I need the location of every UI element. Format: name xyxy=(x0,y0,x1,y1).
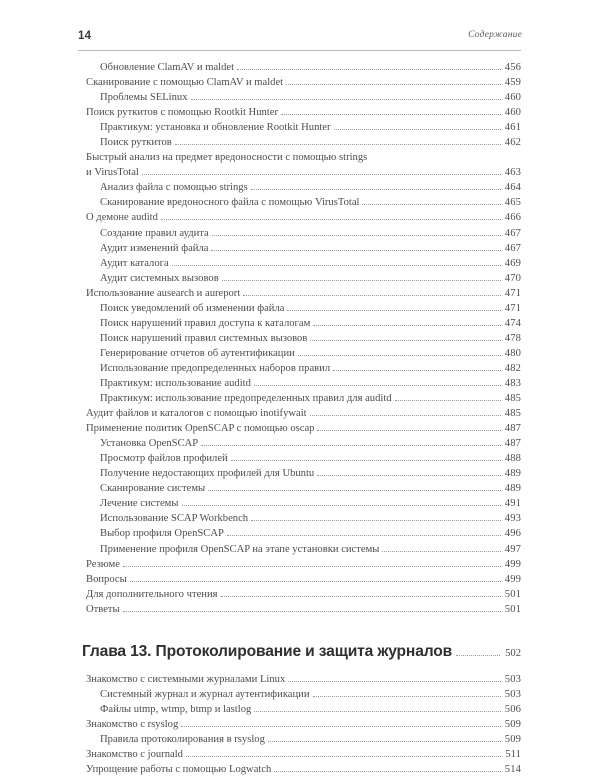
toc-entry-page-number: 460 xyxy=(504,92,521,104)
toc-entry[interactable] xyxy=(78,226,521,241)
toc-entry[interactable] xyxy=(78,557,521,572)
toc-entry-label: Знакомство с journald xyxy=(86,748,183,760)
toc-entry[interactable] xyxy=(78,466,521,481)
toc-entry-label: Сканирование вредоносного файла с помощью VirusTotal xyxy=(100,197,360,209)
toc-entry-label: Резюме xyxy=(86,558,120,570)
toc-section-chapter-12 xyxy=(78,60,521,617)
toc-entry-label: Практикум: использование auditd xyxy=(100,377,251,389)
dot-leader xyxy=(310,339,501,341)
dot-leader xyxy=(313,695,501,697)
toc-entry-label: Быстрый анализ на предмет вредоносности с помощью strings xyxy=(86,152,368,164)
toc-entry[interactable] xyxy=(78,762,521,777)
dot-leader xyxy=(243,294,501,296)
dot-leader xyxy=(317,474,501,476)
toc-entry[interactable] xyxy=(78,572,521,587)
toc-entry[interactable] xyxy=(78,602,521,617)
dot-leader xyxy=(254,710,501,712)
dot-leader xyxy=(456,654,500,656)
toc-entry[interactable] xyxy=(78,256,521,271)
chapter-title: Глава 13. Протоколирование и защита журналов xyxy=(82,642,453,660)
toc-entry[interactable] xyxy=(78,526,521,541)
dot-leader xyxy=(123,610,501,612)
toc-entry-page-number: 488 xyxy=(504,453,521,465)
dot-leader xyxy=(231,459,501,461)
toc-entry-label: Поиск руткитов xyxy=(100,137,172,149)
toc-entry[interactable] xyxy=(78,180,521,195)
toc-entry[interactable] xyxy=(78,587,521,602)
dot-leader xyxy=(221,595,502,597)
dot-leader xyxy=(212,234,501,236)
toc-entry[interactable] xyxy=(78,702,521,717)
toc-entry-label: Обновление ClamAV и maldet xyxy=(100,62,235,73)
dot-leader xyxy=(182,504,502,506)
toc-entry-page-number: 509 xyxy=(504,718,521,730)
toc-entry-page-number: 497 xyxy=(504,543,521,555)
dot-leader xyxy=(362,203,501,205)
toc-entry-page-number: 503 xyxy=(504,688,521,700)
toc-entry-page-number: 485 xyxy=(504,408,521,420)
dot-leader xyxy=(317,429,501,431)
toc-entry-page-number: 471 xyxy=(504,302,521,314)
toc-entry[interactable] xyxy=(78,331,521,346)
dot-leader xyxy=(186,755,501,757)
toc-entry-label: Использование ausearch и aureport xyxy=(86,287,241,299)
toc-entry-page-number: 491 xyxy=(504,498,521,510)
page-folio-number: 14 xyxy=(78,30,92,42)
toc-entry-page-number: 471 xyxy=(504,287,521,299)
toc-entry-label: Поиск нарушений правил доступа к каталогам xyxy=(100,317,311,329)
toc-entry-page-number: 464 xyxy=(504,182,521,194)
chapter-heading-block xyxy=(78,643,521,661)
dot-leader xyxy=(395,399,501,401)
toc-entry-page-number: 511 xyxy=(505,748,521,760)
dot-leader xyxy=(251,519,501,521)
toc-entry[interactable] xyxy=(78,241,521,256)
toc-entry-page-number: 463 xyxy=(504,167,521,179)
toc-entry-page-number: 474 xyxy=(504,317,521,329)
toc-entry-label: Сканирование с помощью ClamAV и maldet xyxy=(86,77,284,89)
dot-leader xyxy=(382,550,501,552)
toc-entry-label: Аудит файлов и каталогов с помощью inotifywait xyxy=(86,408,307,420)
toc-entry-page-number: 501 xyxy=(504,603,521,615)
toc-entry-page-number: 487 xyxy=(504,438,521,450)
toc-entry-page-number: 461 xyxy=(504,122,521,134)
toc-entry-label: Генерирование отчетов об аутентификации xyxy=(100,347,295,359)
toc-entry[interactable] xyxy=(78,391,521,406)
toc-entry-page-number: 503 xyxy=(504,673,521,685)
toc-entry[interactable] xyxy=(78,511,521,526)
toc-entry[interactable] xyxy=(78,717,521,732)
running-head xyxy=(78,30,522,52)
toc-entry-label: Установка OpenSCAP xyxy=(100,438,199,450)
dot-leader xyxy=(191,98,502,100)
toc-entry[interactable] xyxy=(78,361,521,376)
toc-entry[interactable] xyxy=(78,496,521,511)
dot-leader xyxy=(201,444,501,446)
toc-entry-label: Практикум: установка и обновление Rootkit Hunter xyxy=(100,122,331,134)
dot-leader xyxy=(313,324,501,326)
dot-leader xyxy=(298,354,501,356)
toc-entry-label: Практикум: использование предопределенных правил для auditd xyxy=(100,393,392,405)
dot-leader xyxy=(175,143,501,145)
toc-entry-page-number: 482 xyxy=(504,362,521,374)
dot-leader xyxy=(130,580,501,582)
dot-leader xyxy=(172,264,501,266)
toc-entry[interactable] xyxy=(78,75,521,90)
toc-entry-label: О демоне auditd xyxy=(86,212,158,224)
toc-entry[interactable] xyxy=(78,421,521,436)
toc-entry-page-number: 506 xyxy=(504,703,521,715)
toc-entry[interactable] xyxy=(78,481,521,496)
toc-entry[interactable] xyxy=(78,120,521,135)
toc-entry-label: Аудит системных вызовов xyxy=(100,272,219,284)
toc-entry[interactable] xyxy=(78,346,521,361)
toc-entry-label: Лечение системы xyxy=(100,498,179,510)
toc-entry-label: Вопросы xyxy=(86,573,127,585)
toc-entry-label: Использование SCAP Workbench xyxy=(100,513,249,525)
toc-entry-page-number: 489 xyxy=(504,483,521,495)
toc-entry[interactable] xyxy=(78,135,521,150)
toc-entry[interactable] xyxy=(78,271,521,286)
toc-entry[interactable] xyxy=(78,286,521,301)
toc-entry[interactable] xyxy=(78,195,521,210)
toc-entry[interactable] xyxy=(78,732,521,747)
toc-entry-label: Знакомство с системными журналами Linux xyxy=(86,673,286,685)
toc-entry[interactable] xyxy=(78,150,521,165)
dot-leader xyxy=(227,534,501,536)
toc-entry-page-number: 501 xyxy=(504,588,521,600)
toc-entry-label: Аудит каталога xyxy=(100,257,169,269)
toc-entry-page-number: 459 xyxy=(504,77,521,89)
toc-entry[interactable] xyxy=(78,542,521,557)
dot-leader xyxy=(268,740,501,742)
toc-entry-label: Аудит изменений файла xyxy=(100,242,209,254)
toc-entry[interactable] xyxy=(78,687,521,702)
toc-entry[interactable] xyxy=(78,90,521,105)
toc-entry[interactable] xyxy=(78,376,521,391)
toc-entry-page-number: 509 xyxy=(504,733,521,745)
toc-entry[interactable] xyxy=(78,165,521,180)
running-head-title: Содержание xyxy=(468,30,522,40)
toc-entry[interactable] xyxy=(78,60,521,75)
dot-leader xyxy=(181,725,501,727)
toc-entry-label: и VirusTotal xyxy=(86,167,139,179)
toc-entry-page-number: 499 xyxy=(504,558,521,570)
toc-entry-page-number: 465 xyxy=(504,197,521,209)
toc-entry-page-number: 496 xyxy=(504,528,521,540)
toc-entry[interactable] xyxy=(78,105,521,120)
toc-entry-page-number: 460 xyxy=(504,107,521,119)
toc-entry-label: Для дополнительного чтения xyxy=(86,588,218,600)
toc-entry-label: Упрощение работы с помощью Logwatch xyxy=(86,764,272,776)
toc-entry-label: Поиск нарушений правил системных вызовов xyxy=(100,332,308,344)
toc-entry-page-number: 470 xyxy=(504,272,521,284)
toc-entry-label: Применение профиля OpenSCAP на этапе установки системы xyxy=(100,543,380,555)
toc-entry-label: Проблемы SELinux xyxy=(100,92,188,104)
toc-entry[interactable] xyxy=(78,672,521,687)
toc-entry[interactable] xyxy=(78,406,521,421)
toc-entry-label: Выбор профиля OpenSCAP xyxy=(100,528,224,540)
toc-entry[interactable] xyxy=(78,301,521,316)
toc-entry-page-number: 493 xyxy=(504,513,521,525)
dot-leader xyxy=(274,770,501,772)
dot-leader xyxy=(288,680,501,682)
dot-leader xyxy=(286,83,501,85)
dot-leader xyxy=(333,369,501,371)
toc-entry-label: Поиск руткитов с помощью Rootkit Hunter xyxy=(86,107,278,119)
toc-entry-page-number: 483 xyxy=(504,377,521,389)
toc-entry[interactable] xyxy=(78,436,521,451)
dot-leader xyxy=(287,309,501,311)
dot-leader xyxy=(211,249,501,251)
toc-entry[interactable] xyxy=(78,210,521,225)
running-head-rule xyxy=(78,50,521,51)
dot-leader xyxy=(251,188,501,190)
toc-entry-page-number: 467 xyxy=(504,227,521,239)
chapter-page-number: 502 xyxy=(505,647,521,659)
toc-entry-page-number: 499 xyxy=(504,573,521,585)
toc-entry-label: Правила протоколирования в rsyslog xyxy=(100,733,265,745)
dot-leader xyxy=(161,218,501,220)
toc-entry-label: Ответы xyxy=(86,603,120,615)
toc-entry-label: Просмотр файлов профилей xyxy=(100,453,228,465)
dot-leader xyxy=(310,414,501,416)
toc-entry-label: Знакомство с rsyslog xyxy=(86,718,179,730)
dot-leader xyxy=(334,128,501,130)
toc-entry-page-number: 489 xyxy=(504,468,521,480)
toc-entry-label: Применение политик OpenSCAP с помощью oscap xyxy=(86,423,315,435)
toc-entry-label: Файлы utmp, wtmp, btmp и lastlog xyxy=(100,703,252,715)
dot-leader xyxy=(281,113,501,115)
toc-entry[interactable] xyxy=(78,451,521,466)
toc-entry-label: Сканирование системы xyxy=(100,483,206,495)
dot-leader xyxy=(254,384,501,386)
toc-entry-label: Создание правил аудита xyxy=(100,227,209,239)
dot-leader xyxy=(222,279,501,281)
toc-section-chapter-13 xyxy=(78,672,521,777)
toc-entry[interactable] xyxy=(78,747,521,762)
toc-chapter-entry[interactable] xyxy=(78,643,521,661)
table-of-contents xyxy=(78,60,521,777)
toc-entry-page-number: 487 xyxy=(504,423,521,435)
dot-leader xyxy=(142,173,501,175)
dot-leader xyxy=(370,159,520,160)
toc-entry[interactable] xyxy=(78,316,521,331)
toc-entry-label: Получение недостающих профилей для Ubuntu xyxy=(100,468,315,480)
toc-entry-page-number: 466 xyxy=(504,212,521,224)
toc-entry-page-number: 467 xyxy=(504,242,521,254)
toc-entry-label: Поиск уведомлений об изменении файла xyxy=(100,302,285,314)
toc-entry-page-number: 462 xyxy=(504,137,521,149)
dot-leader xyxy=(237,68,501,70)
toc-entry-page-number: 478 xyxy=(504,332,521,344)
toc-entry-page-number: 456 xyxy=(504,62,521,73)
toc-entry-label: Анализ файла с помощью strings xyxy=(100,182,248,194)
toc-entry-label: Использование предопределенных наборов правил xyxy=(100,362,331,374)
toc-entry-page-number: 485 xyxy=(504,393,521,405)
dot-leader xyxy=(123,565,501,567)
toc-entry-page-number: 514 xyxy=(504,764,521,776)
toc-entry-label: Системный журнал и журнал аутентификации xyxy=(100,688,310,700)
toc-entry-page-number: 469 xyxy=(504,257,521,269)
toc-entry-page-number: 480 xyxy=(504,347,521,359)
dot-leader xyxy=(208,489,501,491)
